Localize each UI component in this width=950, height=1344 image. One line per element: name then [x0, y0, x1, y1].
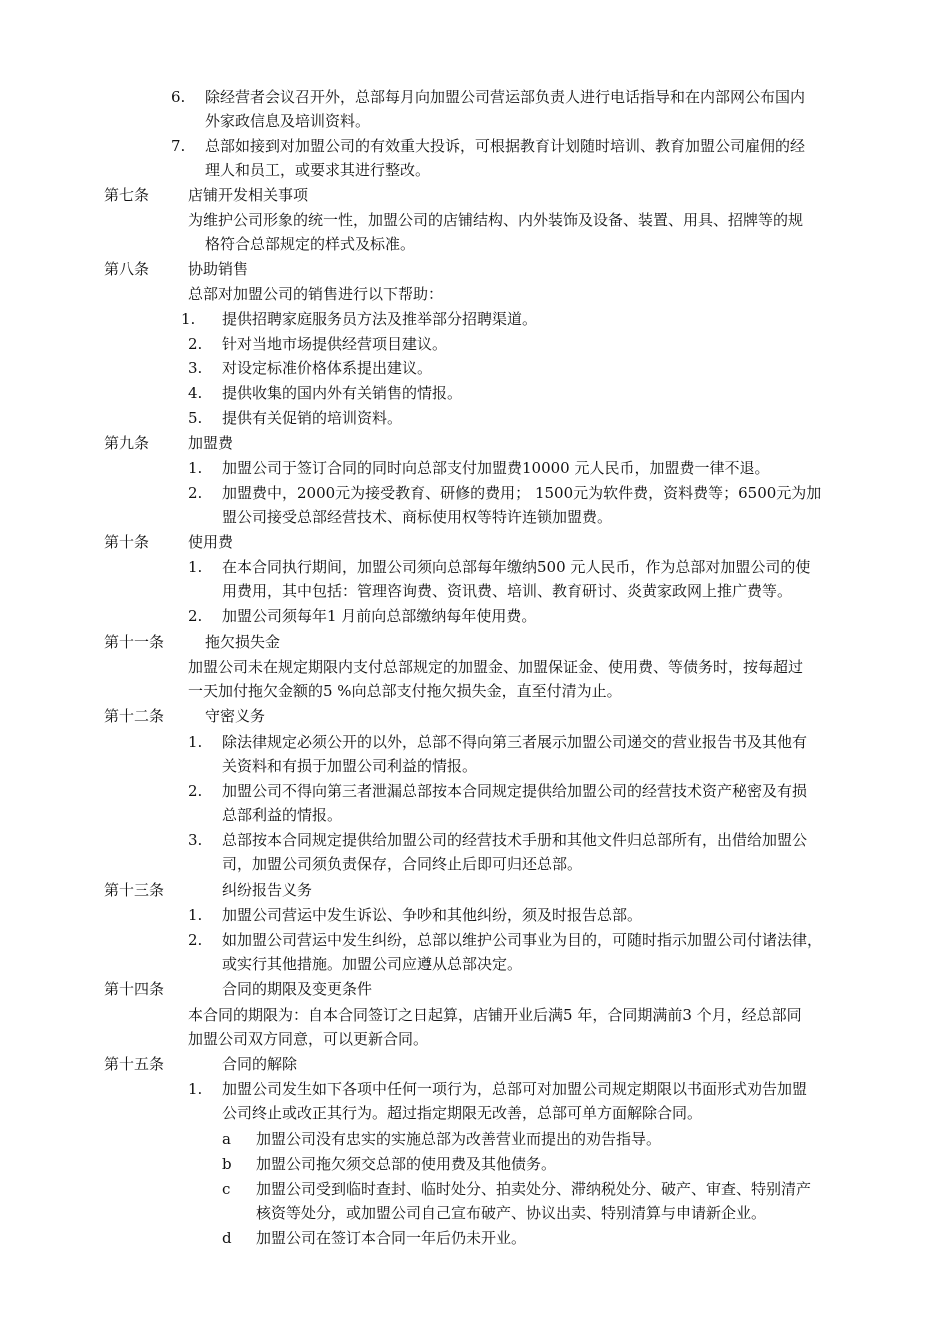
paragraph-line: 加盟公司未在规定期限内支付总部规定的加盟金、加盟保证金、使用费、等债务时，按每超过 [188, 658, 804, 676]
list-number: 2. [188, 607, 203, 625]
article-number: 第十三条 [104, 881, 165, 899]
article-number: 第七条 [104, 186, 150, 204]
list-item-text: 总部利益的情报。 [222, 806, 343, 824]
article-title: 拖欠损失金 [205, 633, 281, 651]
paragraph-line: 格符合总部规定的样式及标准。 [205, 235, 416, 253]
list-number: 1. [188, 1080, 203, 1098]
article-title: 使用费 [188, 533, 234, 551]
list-number: 1. [188, 558, 203, 576]
article-title: 守密义务 [205, 707, 266, 725]
list-number: 3. [188, 359, 203, 377]
list-item-text: 加盟公司发生如下各项中任何一项行为，总部可对加盟公司规定期限以书面形式劝告加盟 [222, 1080, 808, 1098]
list-number: 2. [188, 782, 203, 800]
list-number: 6. [171, 88, 186, 106]
article-number: 第十四条 [104, 980, 165, 998]
list-item-text: 加盟公司不得向第三者泄漏总部按本合同规定提供给加盟公司的经营技术资产秘密及有损 [222, 782, 808, 800]
list-item-text: 提供招聘家庭服务员方法及推举部分招聘渠道。 [222, 310, 538, 328]
list-number: 4. [188, 384, 203, 402]
list-number: 2. [188, 931, 203, 949]
list-number: 3. [188, 831, 203, 849]
article-number: 第十条 [104, 533, 150, 551]
list-item-text: 提供有关促销的培训资料。 [222, 409, 403, 427]
article-number: 第十一条 [104, 633, 165, 651]
list-item-text: 总部如接到对加盟公司的有效重大投诉，可根据教育计划随时培训、教育加盟公司雇佣的经 [205, 137, 806, 155]
article-number: 第十二条 [104, 707, 165, 725]
list-item-text: 外家政信息及培训资料。 [205, 112, 371, 130]
list-item-text: 加盟公司须每年1 月前向总部缴纳每年使用费。 [222, 607, 537, 625]
list-item-text: 加盟公司于签订合同的同时向总部支付加盟费10000 元人民币，加盟费一律不退。 [222, 459, 770, 477]
article-title: 协助销售 [188, 260, 249, 278]
article-title: 合同的解除 [222, 1055, 298, 1073]
paragraph-line: 加盟公司双方同意，可以更新合同。 [188, 1030, 429, 1048]
article-number: 第九条 [104, 434, 150, 452]
sublist-letter: d [222, 1229, 232, 1247]
sublist-letter: b [222, 1155, 232, 1173]
sublist-item-text: 加盟公司拖欠须交总部的使用费及其他债务。 [256, 1155, 557, 1173]
list-item-text: 公司终止或改正其行为。超过指定期限无改善，总部可单方面解除合同。 [222, 1104, 703, 1122]
paragraph-line: 为维护公司形象的统一性，加盟公司的店铺结构、内外装饰及设备、装置、用具、招牌等的规 [188, 211, 804, 229]
list-number: 1. [188, 906, 203, 924]
list-item-text: 针对当地市场提供经营项目建议。 [222, 335, 448, 353]
article-title: 店铺开发相关事项 [188, 186, 309, 204]
list-item-text: 提供收集的国内外有关销售的情报。 [222, 384, 463, 402]
list-item-text: 理人和员工，或要求其进行整改。 [205, 161, 431, 179]
list-item-text: 对设定标准价格体系提出建议。 [222, 359, 433, 377]
list-number: 7. [171, 137, 186, 155]
article-title: 纠纷报告义务 [222, 881, 313, 899]
list-item-text: 加盟公司营运中发生诉讼、争吵和其他纠纷，须及时报告总部。 [222, 906, 643, 924]
paragraph-line: 总部对加盟公司的销售进行以下帮助： [188, 285, 444, 303]
article-title: 加盟费 [188, 434, 234, 452]
paragraph-line: 一天加付拖欠金额的5 %向总部支付拖欠损失金，直至付清为止。 [188, 682, 622, 700]
list-number: 1. [181, 310, 196, 328]
list-item-text: 盟公司接受总部经营技术、商标使用权等特许连锁加盟费。 [222, 508, 613, 526]
paragraph-line: 本合同的期限为：自本合同签订之日起算，店铺开业后满5 年，合同期满前3 个月，经总部同 [188, 1006, 802, 1024]
article-title: 合同的期限及变更条件 [222, 980, 373, 998]
list-number: 2. [188, 484, 203, 502]
list-number: 2. [188, 335, 203, 353]
list-item-text: 总部按本合同规定提供给加盟公司的经营技术手册和其他文件归总部所有，出借给加盟公 [222, 831, 808, 849]
list-item-text: 除法律规定必须公开的以外，总部不得向第三者展示加盟公司递交的营业报告书及其他有 [222, 733, 808, 751]
list-item-text: 用费用，其中包括：管理咨询费、资讯费、培训、教育研讨、炎黄家政网上推广费等。 [222, 582, 793, 600]
sublist-item-text: 核资等处分，或加盟公司自己宣布破产、协议出卖、特别清算与申请新企业。 [256, 1204, 767, 1222]
sublist-letter: c [222, 1180, 231, 1198]
article-number: 第八条 [104, 260, 150, 278]
sublist-item-text: 加盟公司没有忠实的实施总部为改善营业而提出的劝告指导。 [256, 1130, 662, 1148]
list-number: 1. [188, 733, 203, 751]
list-number: 1. [188, 459, 203, 477]
sublist-item-text: 加盟公司受到临时查封、临时处分、拍卖处分、滞纳税处分、破产、审查、特别清产 [256, 1180, 812, 1198]
list-item-text: 或实行其他措施。加盟公司应遵从总部决定。 [222, 955, 523, 973]
list-item-text: 如加盟公司营运中发生纠纷，总部以维护公司事业为目的，可随时指示加盟公司付诸法律， [222, 931, 823, 949]
list-item-text: 司，加盟公司须负责保存，合同终止后即可归还总部。 [222, 855, 583, 873]
list-item-text: 除经营者会议召开外，总部每月向加盟公司营运部负责人进行电话指导和在内部网公布国内 [205, 88, 806, 106]
sublist-letter: a [222, 1130, 231, 1148]
list-item-text: 关资料和有损于加盟公司利益的情报。 [222, 757, 478, 775]
list-number: 5. [188, 409, 203, 427]
list-item-text: 加盟费中，2000元为接受教育、研修的费用； 1500元为软件费，资料费等；6500元为加 [222, 484, 822, 502]
article-number: 第十五条 [104, 1055, 165, 1073]
list-item-text: 在本合同执行期间，加盟公司须向总部每年缴纳500 元人民币，作为总部对加盟公司的使 [222, 558, 811, 576]
sublist-item-text: 加盟公司在签订本合同一年后仍未开业。 [256, 1229, 527, 1247]
